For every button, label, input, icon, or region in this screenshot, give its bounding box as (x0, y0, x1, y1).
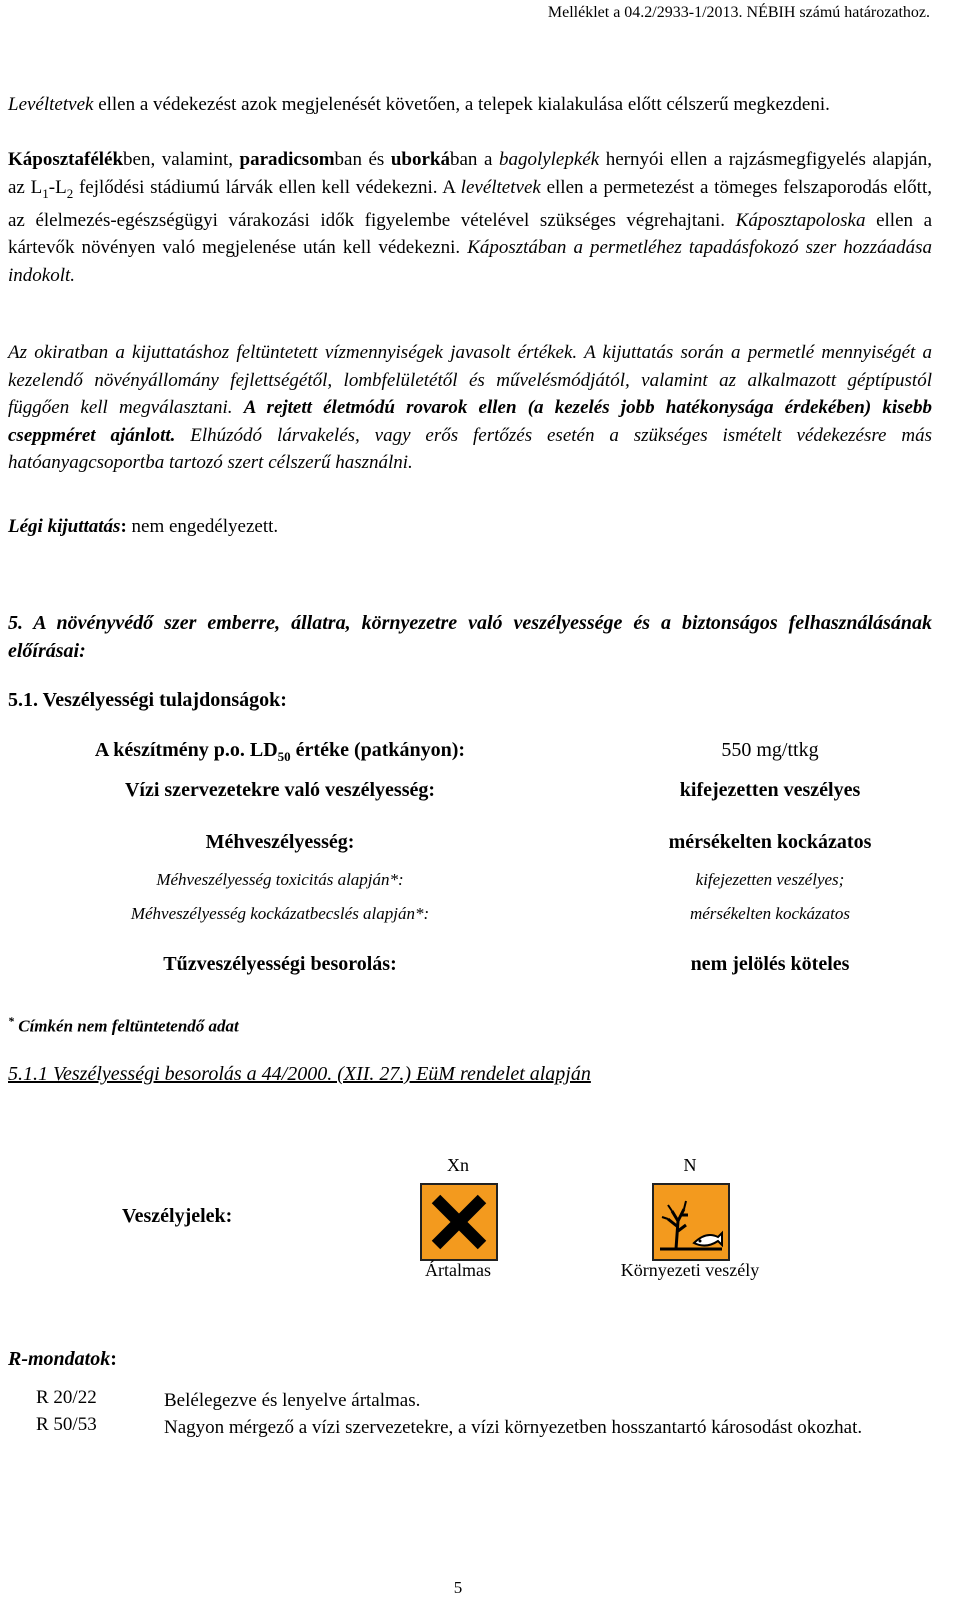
xn-caption: Ártalmas (425, 1260, 491, 1280)
subscript: 2 (66, 185, 74, 201)
fire-label: Tűzveszélyességi besorolás: (163, 953, 397, 975)
aphids-term: Levéltetvek (8, 94, 94, 115)
colon: : (120, 516, 127, 537)
hazard-label: Veszélyjelek: (122, 1205, 233, 1227)
aerial-application (8, 516, 278, 538)
pest-term: levéltetvek (460, 176, 541, 198)
page-header: Melléklet a 04.2/2933-1/2013. NÉBIH számú határozathoz. (547, 4, 930, 21)
text: A készítmény p.o. LD (94, 739, 278, 761)
r-phrase-text: Belélegezve és lenyelve ártalmas. (164, 1390, 421, 1411)
subscript: 1 (42, 185, 49, 201)
heading-text: 5.1. Veszélyességi tulajdonságok: (8, 689, 287, 711)
section-5-heading: 5. A növényvédő szer emberre, állatra, környezetre való veszélyessége és a biztonságos felhasználásának előírásai: (8, 612, 932, 662)
xn-code: Xn (447, 1155, 469, 1175)
ld50-label (60, 739, 500, 765)
paragraph-application (8, 339, 932, 477)
bee-value: mérsékelten kockázatos (668, 831, 872, 853)
aquatic-label: Vízi szervezetekre való veszélyesség: (124, 779, 436, 801)
text: ellen a kártevők növényen való megjelenése után kell védekezni. (8, 209, 933, 259)
row-aquatic (0, 779, 960, 809)
ld50-value: 550 mg/ttkg (721, 739, 819, 761)
harmful-cross-icon (420, 1183, 498, 1261)
italic-note: Elhúzódó lárvakelés, vagy erős fertőzés esetén a szükséges ismételt védekezésre más hatóanyagcsoportba tartozó szert célszerű használni. (8, 424, 932, 473)
page-number: 5 (453, 1578, 463, 1597)
paragraph-aphids (8, 91, 932, 119)
row-ld50 (0, 739, 960, 769)
bee-risk-label: Méhveszélyesség kockázatbecslés alapján*: (130, 904, 430, 923)
italic-note: Káposztában a permetléhez tapadásfokozó szer hozzáadása indokolt. (8, 237, 932, 286)
row-bee (0, 831, 960, 861)
row-bee-tox (0, 870, 960, 900)
section-5-1-heading (8, 686, 932, 714)
crop-cabbage: Káposztafélék (8, 149, 124, 170)
section-5-1-1-heading: 5.1.1 Veszélyességi besorolás a 44/2000. (XII. 27.) EüM rendelet alapján (8, 1063, 591, 1085)
bee-risk-value: mérsékelten kockázatos (689, 904, 851, 923)
r-phrases-title (8, 1348, 117, 1371)
bold-note: A rejtett életmódú rovarok ellen (a kezelés jobb hatékonysága érdekében) kisebb cseppméret ajánlott. (8, 397, 932, 446)
aquatic-value: kifejezetten veszélyes (679, 779, 861, 801)
paragraph-cabbage (8, 146, 932, 289)
title-text: R-mondatok (8, 1348, 111, 1370)
crop-tomato: paradicsom (239, 149, 335, 170)
italic-note: A kijuttatás során a permetlé mennyiségét a kezelendő növényállomány fejlettségétől, lombfelületétől és művelésmódjától, valamint az alkalmazott géptípustól függően kell megválasztani. (8, 342, 933, 418)
pest-term: bagolylepkék (498, 149, 600, 170)
text: értéke (patkányon): (290, 739, 466, 761)
crop-cucumber: uborká (390, 149, 450, 170)
n-code: N (683, 1155, 697, 1175)
aphids-text: ellen a védekezést azok megjelenését követően, a telepek kialakulása előtt célszerű megkezdeni. (93, 94, 830, 115)
dead-tree-fish-icon (654, 1185, 728, 1259)
fire-value: nem jelölés köteles (690, 953, 850, 975)
aerial-value: nem engedélyezett. (126, 516, 279, 537)
r-phrase-code: R 20/22 (36, 1387, 97, 1408)
bee-tox-label: Méhveszélyesség toxicitás alapján*: (156, 870, 404, 889)
asterisk: * (8, 1014, 14, 1028)
r-phrase-code: R 50/53 (36, 1414, 97, 1435)
cross-icon (422, 1185, 496, 1259)
text: fejlődési stádiumú lárvák ellen kell védekezni. A (73, 176, 461, 198)
r-phrase-text: Nagyon mérgező a vízi szervezetekre, a vízi környezetben hosszantartó károsodást okozhat. (164, 1417, 863, 1438)
bee-label: Méhveszélyesség: (205, 831, 355, 853)
text: hernyói ellen a rajzásmegfigyelés alapján, az L (8, 149, 932, 198)
footnote (8, 1014, 239, 1037)
n-caption: Környezeti veszély (620, 1260, 760, 1280)
text: ban a (450, 149, 499, 170)
bee-tox-value: kifejezetten veszélyes; (695, 870, 845, 889)
pest-term: Káposztapoloska (735, 209, 866, 231)
aerial-label: Légi kijuttatás (8, 516, 121, 537)
subscript: 50 (277, 749, 291, 764)
italic-note: Az okiratban a kijuttatáshoz feltüntetett vízmennyiségek javasolt értékek. (8, 342, 585, 363)
footnote-text: Címkén nem feltüntetendő adat (14, 1016, 239, 1036)
text: ban és (334, 149, 391, 170)
row-fire (0, 953, 960, 983)
text: -L (48, 176, 67, 198)
text: ben, valamint, (123, 149, 240, 170)
row-bee-risk (0, 904, 960, 934)
text: ellen a permetezést a tömeges felszaporodás előtt, az élelmezés-egészségügyi várakozási idők figyelembe vételével szükséges végrehajtani. (8, 176, 932, 231)
environment-hazard-icon (652, 1183, 730, 1261)
colon: : (110, 1348, 117, 1370)
